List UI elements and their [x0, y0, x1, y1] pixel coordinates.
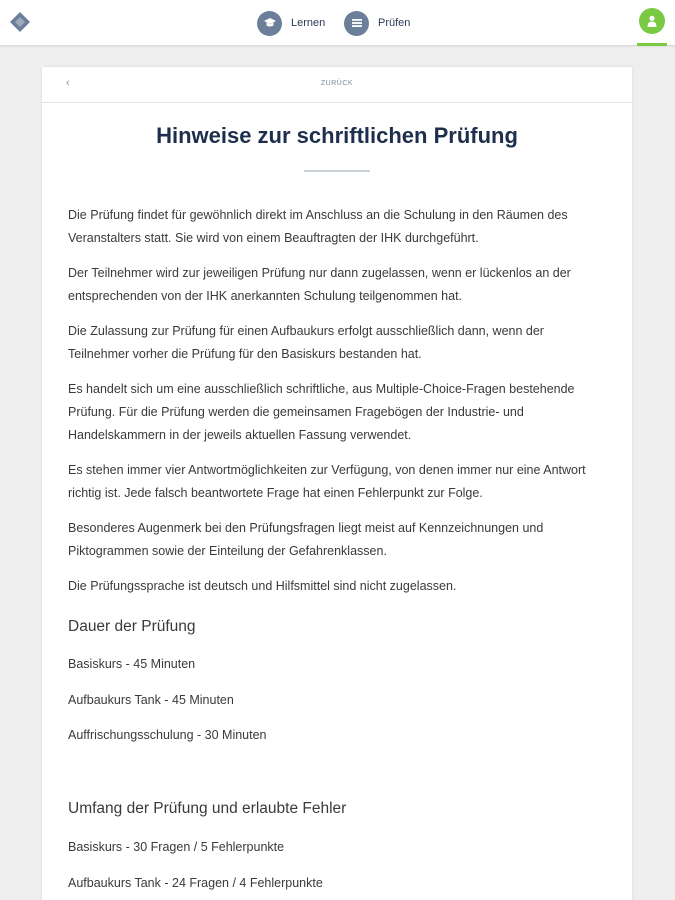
top-navigation-bar	[0, 0, 675, 45]
duration-row: Auffrischungsschulung - 30 Minuten	[68, 728, 267, 742]
scope-heading: Umfang der Prüfung und erlaubte Fehler	[68, 800, 347, 817]
diamond-logo-icon[interactable]	[9, 11, 31, 33]
page-title: Hinweise zur schriftlichen Prüfung	[156, 123, 518, 148]
duration-row: Aufbaukurs Tank - 45 Minuten	[68, 693, 234, 707]
back-arrow-icon[interactable]: ‹	[66, 77, 70, 89]
list-icon	[344, 11, 369, 36]
paragraph: Die Prüfung findet für gewöhnlich direkt im Anschluss an die Schulung in den Räumen des Veranstalters statt. Sie wird von einem Beauftragten der IHK durchgeführt.	[68, 208, 568, 245]
nav-pruefen[interactable]	[344, 9, 410, 37]
nav-lernen[interactable]	[257, 9, 325, 37]
user-icon	[639, 8, 665, 34]
title-divider	[304, 170, 370, 172]
duration-row: Basiskurs - 45 Minuten	[68, 657, 196, 671]
scope-row: Aufbaukurs Tank - 24 Fragen / 4 Fehlerpunkte	[68, 876, 323, 890]
nav-pruefen-label: Prüfen	[378, 17, 411, 29]
user-profile-button[interactable]	[639, 8, 665, 45]
scope-row: Basiskurs - 30 Fragen / 5 Fehlerpunkte	[68, 840, 285, 854]
content-card	[42, 67, 632, 900]
info-text	[68, 204, 608, 610]
paragraph: Es handelt sich um eine ausschließlich schriftliche, aus Multiple-Choice-Fragen bestehende Prüfung. Für die Prüfung werden die gemeinsamen Fragebögen der Industrie- und Handelskammern in der jeweils aktuellen Fassung verwendet.	[68, 382, 575, 442]
paragraph: Die Zulassung zur Prüfung für einen Aufbaukurs erfolgt ausschließlich dann, wenn der Teilnehmer vorher die Prüfung für den Basiskurs bestanden hat.	[68, 324, 544, 361]
nav-lernen-label: Lernen	[291, 17, 326, 29]
paragraph: Der Teilnehmer wird zur jeweiligen Prüfung nur dann zugelassen, wenn er lückenlos an der entsprechenden von der IHK anerkannten Schulung teilgenommen hat.	[68, 266, 571, 303]
back-button[interactable]: ZURÜCK	[320, 80, 354, 87]
paragraph: Besonderes Augenmerk bei den Prüfungsfragen liegt meist auf Kennzeichnungen und Piktogrammen sowie der Einteilung der Gefahrenklassen.	[68, 521, 544, 558]
active-indicator	[637, 43, 667, 46]
duration-heading: Dauer der Prüfung	[68, 618, 196, 635]
card-header	[42, 67, 632, 103]
paragraph: Es stehen immer vier Antwortmöglichkeiten zur Verfügung, von denen immer nur eine Antwort richtig ist. Jede falsch beantwortete Frage hat einen Fehlerpunkt zur Folge.	[68, 463, 586, 500]
graduation-cap-icon	[257, 11, 282, 36]
paragraph: Die Prüfungssprache ist deutsch und Hilfsmittel sind nicht zugelassen.	[68, 579, 457, 593]
